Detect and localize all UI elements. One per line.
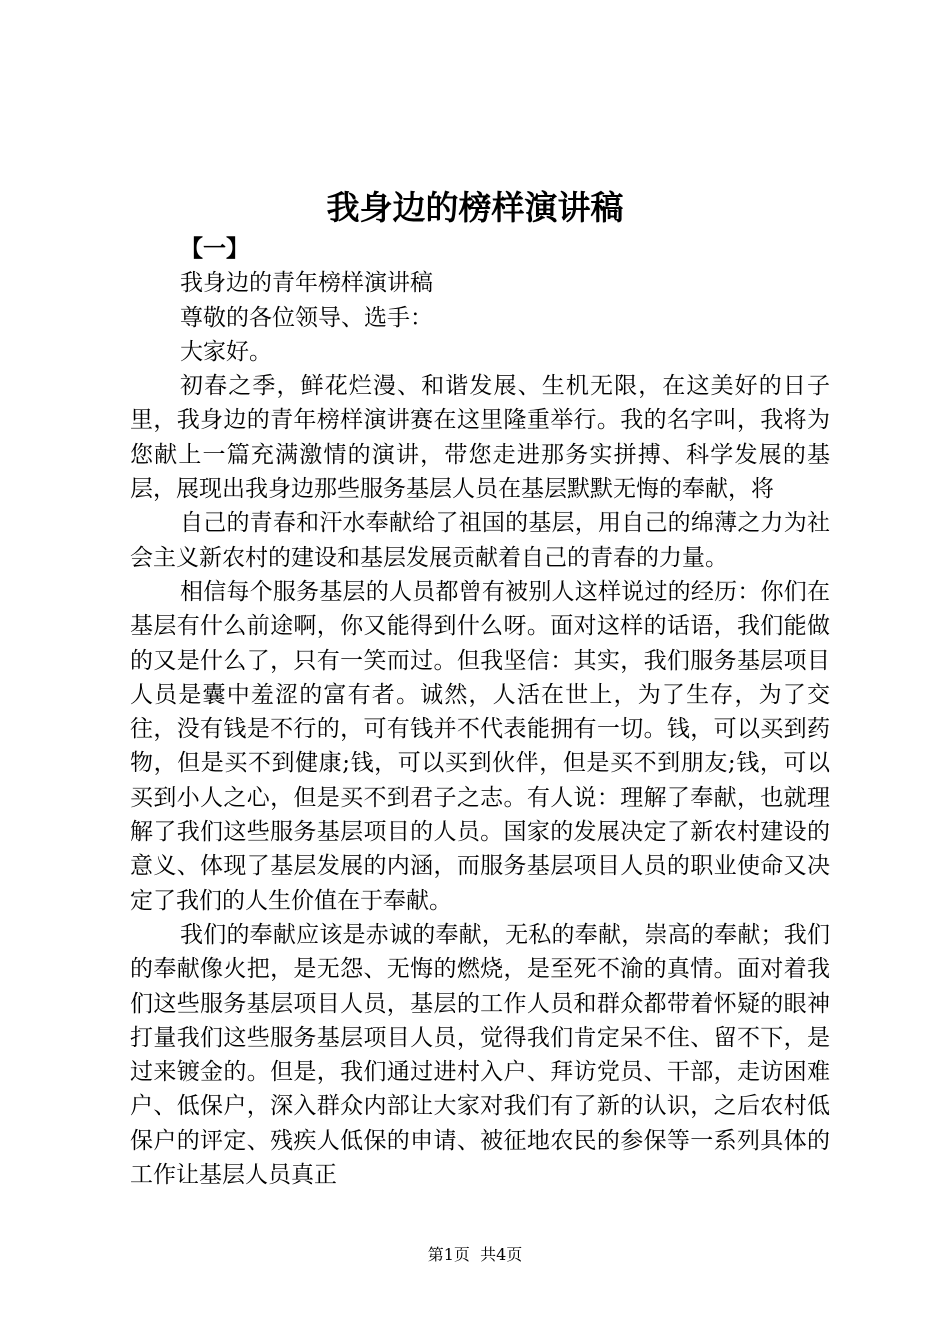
page-number: 第1页	[427, 1245, 470, 1264]
document-title: 我身边的榜样演讲稿	[326, 188, 624, 227]
paragraph: 大家好。	[180, 338, 272, 365]
paragraph: 尊敬的各位领导、选手：	[180, 304, 433, 331]
document-body	[130, 232, 830, 1192]
paragraph: 我们的奉献应该是赤诚的奉献，无私的奉献，崇高的奉献；我们的奉献像火把，是无怨、无悔的燃烧，是至死不渝的真情。面对着我们这些服务基层项目人员，基层的工作人员和群众都带着怀疑的眼神打量我们这些服务基层项目人员，觉得我们肯定呆不住、留不下，是过来镀金的。但是，我们通过进村入户、拜访党员、干部，走访困难户、低保户，深入群众内部让大家对我们有了新的认识，之后农村低保户的评定、残疾人低保的申请、被征地农民的参保等一系列具体的工作让基层人员真正	[130, 921, 830, 1189]
page-total: 共4页	[480, 1245, 523, 1264]
section-marker: 【一】	[180, 235, 249, 262]
paragraph: 初春之季，鲜花烂漫、和谐发展、生机无限，在这美好的日子里，我身边的青年榜样演讲赛在这里隆重举行。我的名字叫，我将为您献上一篇充满激情的演讲，带您走进那务实拼搏、科学发展的基层，展现出我身边那些服务基层人员在基层默默无悔的奉献，将	[130, 373, 830, 503]
paragraph: 相信每个服务基层的人员都曾有被别人这样说过的经历：你们在基层有什么前途啊，你又能得到什么呀。面对这样的话语，我们能做的又是什么了，只有一笑而过。但我坚信：其实，我们服务基层项目人员是囊中羞涩的富有者。诚然，人活在世上，为了生存，为了交往，没有钱是不行的，可有钱并不代表能拥有一切。钱，可以买到药物，但是买不到健康;钱，可以买到伙伴，但是买不到朋友;钱，可以买到小人之心，但是买不到君子之志。有人说：理解了奉献，也就理解了我们这些服务基层项目的人员。国家的发展决定了新农村建设的意义、体现了基层发展的内涵，而服务基层项目人员的职业使命又决定了我们的人生价值在于奉献。	[130, 578, 830, 914]
page-footer	[0, 1243, 950, 1267]
paragraph: 自己的青春和汗水奉献给了祖国的基层，用自己的绵薄之力为社会主义新农村的建设和基层发展贡献着自己的青春的力量。	[130, 510, 830, 571]
paragraph: 我身边的青年榜样演讲稿	[180, 270, 433, 297]
